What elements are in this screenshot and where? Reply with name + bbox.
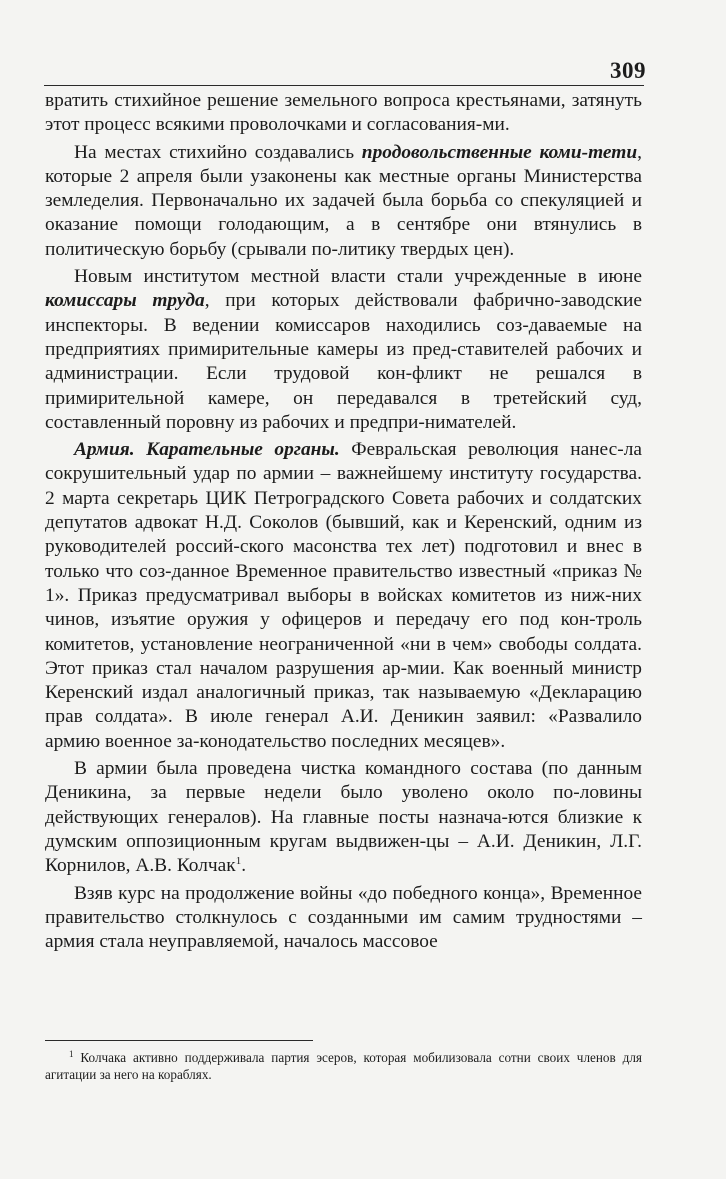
- paragraph-text: Взяв курс на продолжение войны «до победного конца», Временное правительство столкнулось с созданными им самим трудностями – армия стала неуправляемой, началось массовое: [45, 882, 642, 953]
- paragraph-2: [45, 141, 642, 262]
- paragraph-5: [45, 757, 642, 878]
- paragraph-text: , которые 2 апреля были узаконены как местные органы Министерства земледелия. Первоначально их задачей была борьба со спекуляцией и оказание помощи голодающим, а в сентябре они втянулись в политическую борьбу (срывали по-литику твердых цен).: [45, 141, 642, 260]
- paragraph-3: [45, 265, 642, 435]
- term-labor-commissars: комиссары труда: [45, 290, 205, 312]
- footnote-rule: [45, 1040, 313, 1041]
- paragraph-text: Февральская революция нанес-ла сокрушительный удар по армии – важнейшему институту государства. 2 марта секретарь ЦИК Петроградского Совета рабочих и солдатских депутатов адвокат Н.Д. Соколов (бывший, как и Керенский, одним из руководителей россий-ского масонства тех лет) подготовил и внес в только что соз-данное Временное правительство известный «приказ № 1». Приказ предусматривал выборы в войсках комитетов из ниж-них чинов, изъятие оружия у офицеров и передачу его под кон-троль комитетов, установление неограниченной «ни в чем» свободы солдата. Этот приказ стал началом разрушения ар-мии. Как военный министр Керенский издал аналогичный приказ, так называемую «Декларацию прав солдата». В июле генерал А.И. Деникин заявил: «Развалило армию военное за-конодательство последних месяцев».: [45, 439, 642, 752]
- footnote: [45, 1049, 642, 1083]
- page-number: 309: [610, 58, 646, 83]
- paragraph-4: [45, 438, 642, 754]
- paragraph-text: , при которых действовали фабрично-заводские инспекторы. В ведении комиссаров находились соз-даваемые на предприятиях примирительные камеры из пред-ставителей рабочих и администрации. Если трудовой кон-фликт не решался в примирительной камере, он передавался в третейский суд, составленный поровну из рабочих и предпри-нимателей.: [45, 290, 643, 433]
- main-text: [45, 89, 642, 954]
- paragraph-text: На местах стихийно создавались: [74, 141, 362, 163]
- paragraph-1: [45, 89, 642, 138]
- footnote-reference: 1: [235, 855, 242, 868]
- paragraph-text: В армии была проведена чистка командного состава (по данным Деникина, за первые недели было уволено около по-ловины действующих генералов). На главные посты назнача-ются близкие к думским оппозиционным кругам выдвижен-цы – А.И. Деникин, Л.Г. Корнилов, А.В. Колчак: [45, 758, 642, 877]
- header-rule: [44, 85, 644, 86]
- paragraph-text: .: [241, 855, 247, 877]
- term-food-committees: продовольственные коми-тети: [361, 141, 638, 163]
- footnote-marker: 1: [69, 1049, 74, 1059]
- paragraph-text: Новым институтом местной власти стали учрежденные в июне: [74, 266, 642, 288]
- paragraph-text: вратить стихийное решение земельного вопроса крестьянами, затянуть этот процесс всякими проволочками и согласования-ми.: [45, 90, 642, 136]
- paragraph-6: [45, 882, 642, 955]
- section-heading-army: Армия. Карательные органы.: [74, 439, 340, 461]
- footnote-text: Колчака активно поддерживала партия эсеров, которая мобилизовала сотни своих членов для агитации за него на кораблях.: [45, 1050, 642, 1082]
